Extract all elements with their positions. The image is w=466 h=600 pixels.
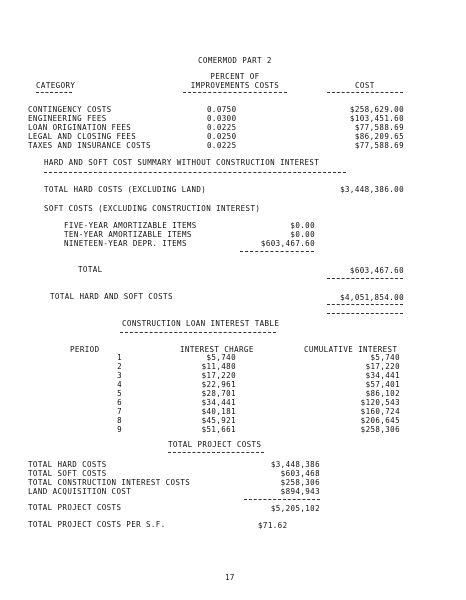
interest-value: $51,661 xyxy=(201,425,236,434)
soft-item-label: FIVE-YEAR AMORTIZABLE ITEMS xyxy=(64,221,197,230)
per-sf-label: TOTAL PROJECT COSTS PER S.F. xyxy=(28,520,166,529)
period-value: 3 xyxy=(117,371,122,380)
cumulative-value: $17,220 xyxy=(365,362,400,371)
page-title: COMERMOD PART 2 xyxy=(198,56,272,65)
category-label: LOAN ORIGINATION FEES xyxy=(28,123,132,132)
category-label: CONTINGENCY COSTS xyxy=(28,105,112,114)
cumulative-value: $5,740 xyxy=(370,353,400,362)
project-costs-title-underline xyxy=(168,452,264,453)
cumulative-value: $34,441 xyxy=(365,371,400,380)
soft-item-value: $0.00 xyxy=(290,221,315,230)
project-item-value: $3,448,386 xyxy=(270,460,320,469)
interest-value: $17,220 xyxy=(201,371,236,380)
col-header-cumulative: CUMULATIVE INTEREST xyxy=(304,345,398,354)
project-costs-title: TOTAL PROJECT COSTS xyxy=(168,440,262,449)
cost-value: $258,629.00 xyxy=(349,105,404,114)
percent-value: 0.0225 xyxy=(207,123,237,132)
soft-item-label: TEN-YEAR AMORTIZABLE ITEMS xyxy=(64,230,192,239)
total-hs-underline-2 xyxy=(327,313,403,314)
period-value: 5 xyxy=(117,389,122,398)
project-total-value: $5,205,102 xyxy=(270,504,320,513)
project-item-label: TOTAL CONSTRUCTION INTEREST COSTS xyxy=(28,478,191,487)
cumulative-value: $258,306 xyxy=(360,425,400,434)
total-hs-underline-1 xyxy=(327,304,403,305)
summary-heading: HARD AND SOFT COST SUMMARY WITHOUT CONSTRUCTION INTEREST xyxy=(44,158,320,167)
interest-value: $45,921 xyxy=(201,416,236,425)
period-value: 6 xyxy=(117,398,122,407)
category-label: LEGAL AND CLOSING FEES xyxy=(28,132,137,141)
per-sf-value: $71.62 xyxy=(258,521,288,530)
soft-item-label: NINETEEN-YEAR DEPR. ITEMS xyxy=(64,239,187,248)
interest-value: $28,701 xyxy=(201,389,236,398)
cost-value: $103,451.60 xyxy=(349,114,404,123)
soft-item-value: $603,467.60 xyxy=(260,239,315,248)
col-header-interest: INTEREST CHARGE xyxy=(180,345,254,354)
project-item-label: LAND ACQUISITION COST xyxy=(28,487,132,496)
category-label: TAXES AND INSURANCE COSTS xyxy=(28,141,151,150)
cumulative-value: $120,543 xyxy=(360,398,400,407)
cost-value: $77,588.69 xyxy=(354,141,404,150)
col-header-category: CATEGORY xyxy=(36,81,76,90)
project-total-label: TOTAL PROJECT COSTS xyxy=(28,503,122,512)
soft-total-underline xyxy=(327,278,403,279)
project-item-value: $258,306 xyxy=(280,478,320,487)
col-header-cost: COST xyxy=(355,81,375,90)
period-value: 4 xyxy=(117,380,122,389)
category-label: ENGINEERING FEES xyxy=(28,114,107,123)
cumulative-value: $86,102 xyxy=(365,389,400,398)
total-hard-costs-label: TOTAL HARD COSTS (EXCLUDING LAND) xyxy=(44,185,207,194)
project-items-underline xyxy=(244,499,320,500)
soft-total-value: $603,467.60 xyxy=(349,266,404,275)
interest-value: $40,181 xyxy=(201,407,236,416)
period-value: 7 xyxy=(117,407,122,416)
project-item-label: TOTAL HARD COSTS xyxy=(28,460,107,469)
project-item-value: $894,943 xyxy=(280,487,320,496)
loan-table-title-underline xyxy=(120,332,276,333)
soft-item-value: $0.00 xyxy=(290,230,315,239)
percent-value: 0.0250 xyxy=(207,132,237,141)
period-value: 9 xyxy=(117,425,122,434)
page-number: 17 xyxy=(225,573,235,582)
col-header-percent-2: IMPROVEMENTS COSTS xyxy=(190,81,280,90)
percent-value: 0.0225 xyxy=(207,141,237,150)
project-item-label: TOTAL SOFT COSTS xyxy=(28,469,107,478)
underline-cost xyxy=(327,92,403,93)
interest-value: $34,441 xyxy=(201,398,236,407)
total-hard-costs-value: $3,448,386.00 xyxy=(340,185,404,194)
summary-underline xyxy=(44,172,346,173)
cost-value: $86,209.65 xyxy=(354,132,404,141)
interest-value: $5,740 xyxy=(206,353,236,362)
underline-percent xyxy=(183,92,287,93)
period-value: 1 xyxy=(117,353,122,362)
period-value: 2 xyxy=(117,362,122,371)
cumulative-value: $206,645 xyxy=(360,416,400,425)
soft-items-underline xyxy=(240,251,314,252)
project-item-value: $603,468 xyxy=(280,469,320,478)
col-header-period: PERIOD xyxy=(70,345,100,354)
col-header-percent-1: PERCENT OF xyxy=(210,72,260,81)
percent-value: 0.0750 xyxy=(207,105,237,114)
total-hard-soft-label: TOTAL HARD AND SOFT COSTS xyxy=(50,292,173,301)
cost-value: $77,588.69 xyxy=(354,123,404,132)
percent-value: 0.0300 xyxy=(207,114,237,123)
soft-costs-heading: SOFT COSTS (EXCLUDING CONSTRUCTION INTEREST) xyxy=(44,204,261,213)
loan-table-title: CONSTRUCTION LOAN INTEREST TABLE xyxy=(122,319,280,328)
underline-category xyxy=(36,92,72,93)
total-hard-soft-value: $4,051,854.00 xyxy=(340,293,404,302)
soft-total-label: TOTAL xyxy=(78,265,103,274)
cumulative-value: $57,401 xyxy=(365,380,400,389)
period-value: 8 xyxy=(117,416,122,425)
cumulative-value: $160,724 xyxy=(360,407,400,416)
interest-value: $22,961 xyxy=(201,380,236,389)
interest-value: $11,480 xyxy=(201,362,236,371)
